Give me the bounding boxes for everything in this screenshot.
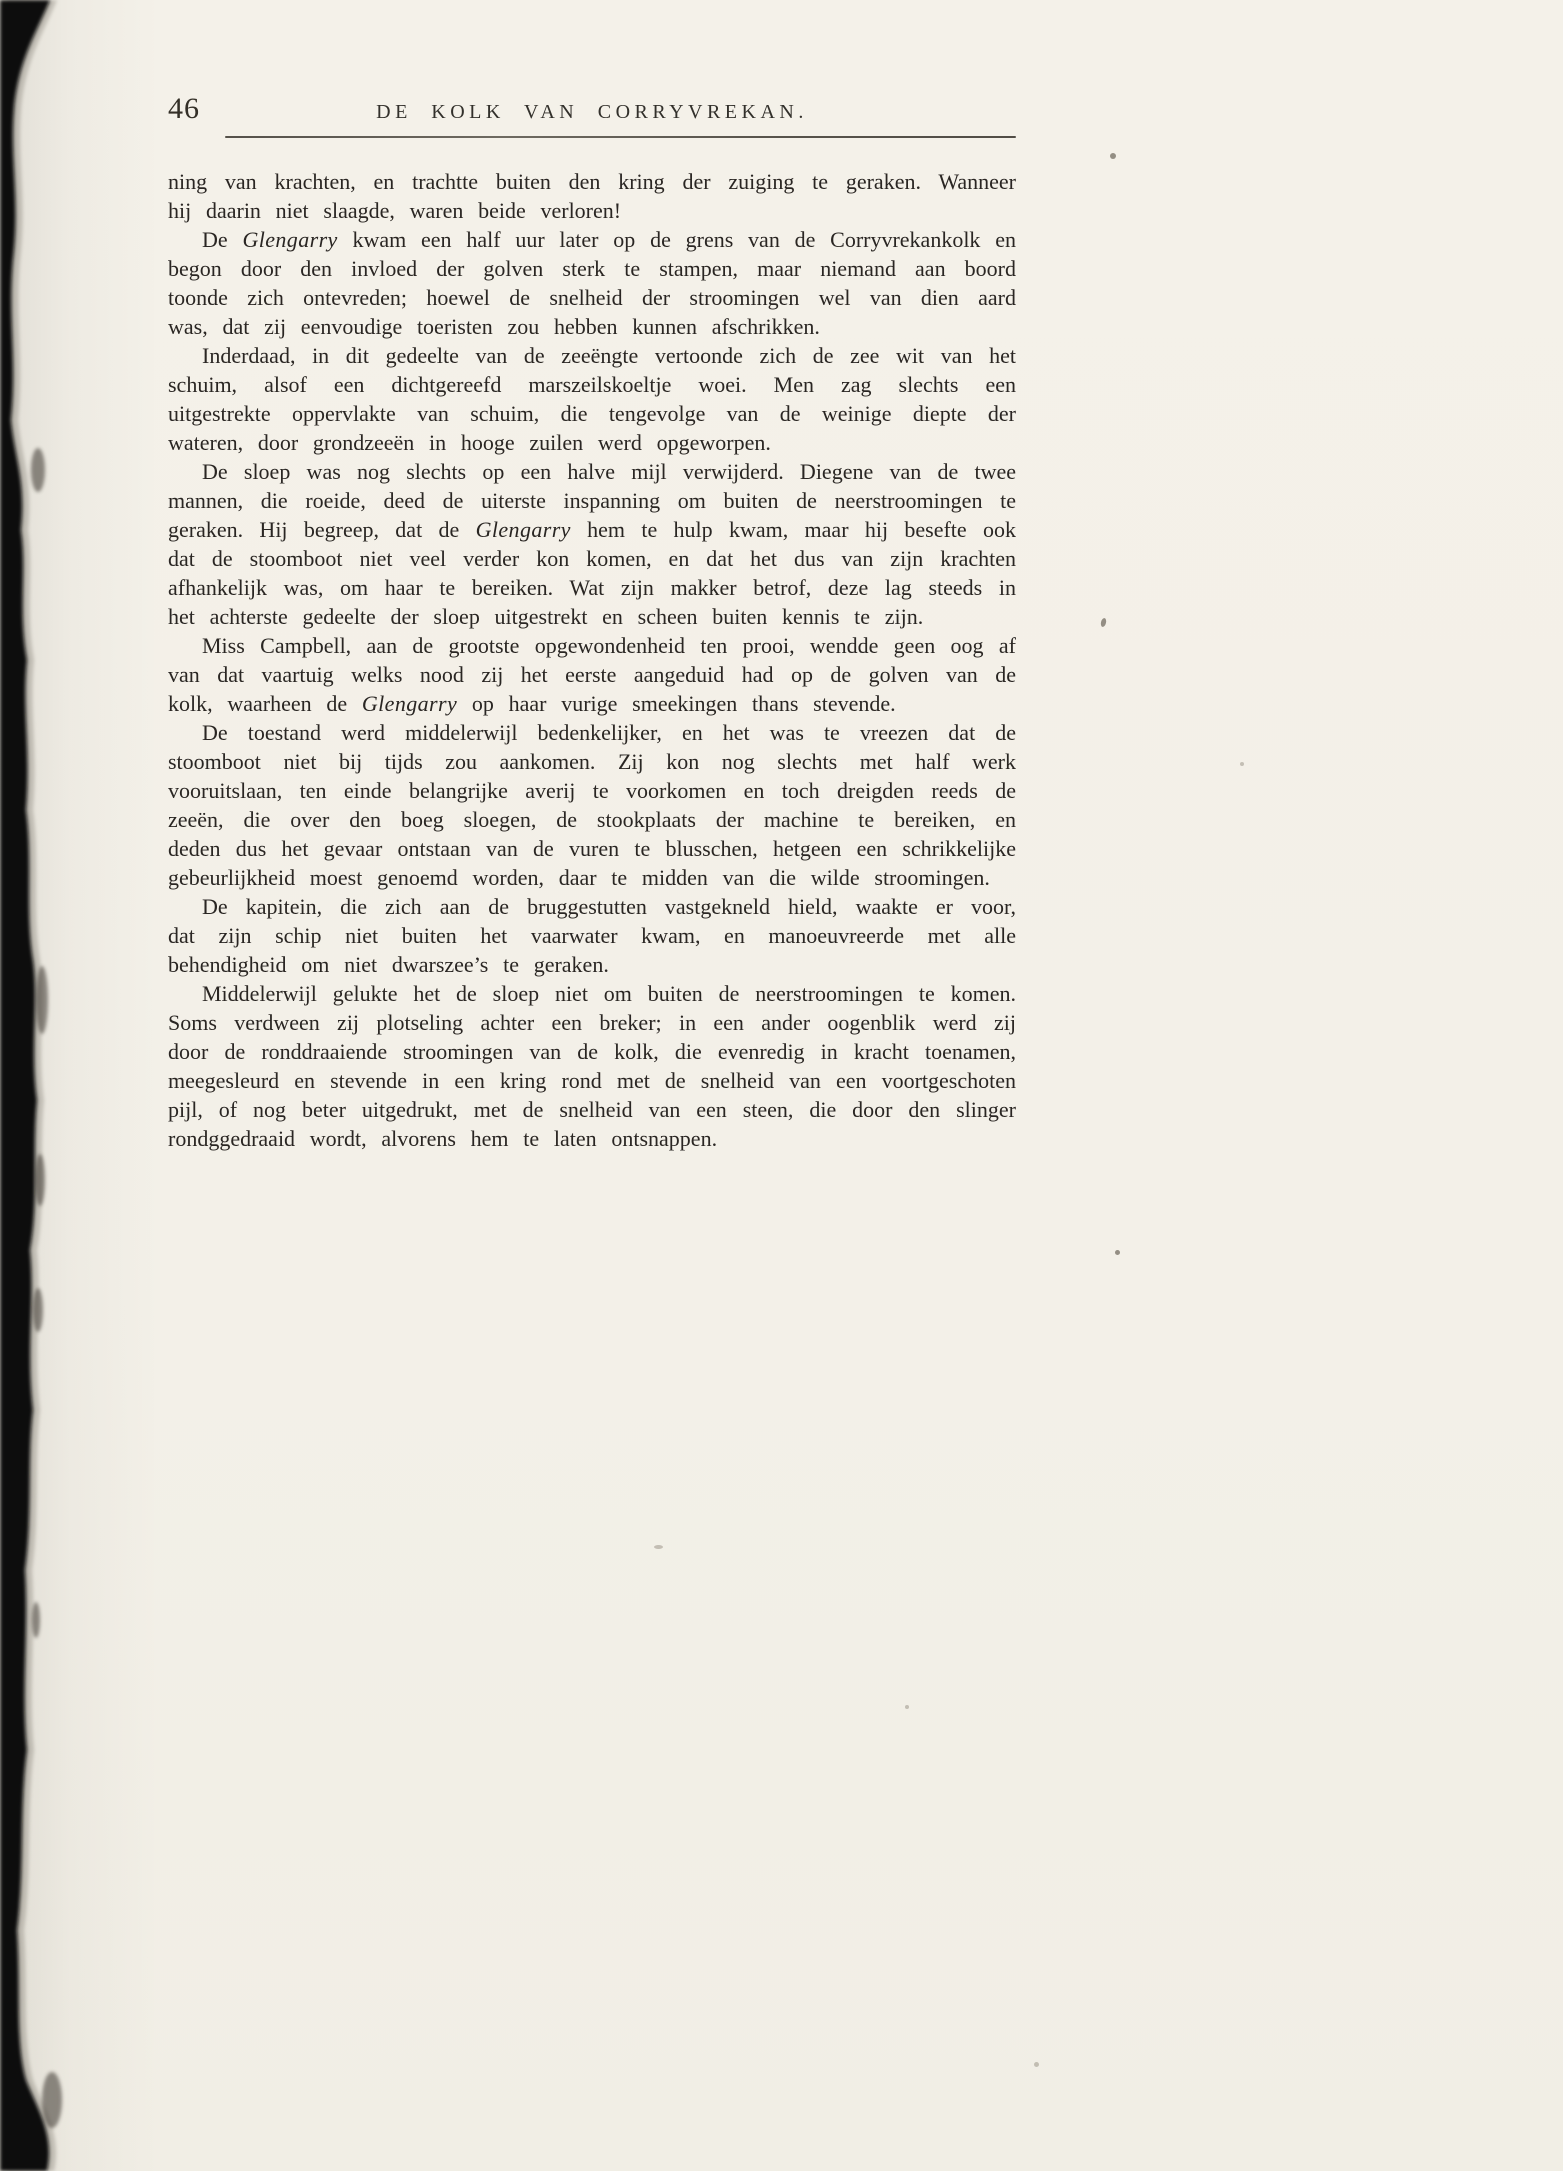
italic-text: Glengarry xyxy=(242,227,338,252)
binding-shadow-band xyxy=(0,0,50,2171)
binding-smudges xyxy=(31,448,62,2128)
text-segment: De kapitein, die zich aan de bruggestutten vastgekneld hield, waakte er voor, dat zijn schip niet buiten het vaarwater kwam, en manoeuvreerde met alle behendigheid om niet dwarszee’s te geraken. xyxy=(168,894,1016,977)
page-number: 46 xyxy=(168,92,200,125)
paper-speck xyxy=(654,1545,663,1549)
text-segment: Inderdaad, in dit gedeelte van de zeeëngte vertoonde zich de zee wit van het schuim, alsof een dichtgereefd marszeilskoeltje woei. Men zag slechts een uitgestrekte oppervlakte van schuim, die tengevolge van de weinige diepte der wateren, door grondzeeën in hooge zuilen werd opgeworpen. xyxy=(168,343,1016,455)
paragraph xyxy=(168,341,1016,457)
text-segment: Middelerwijl gelukte het de sloep niet om buiten de neerstroomingen te komen. Soms verdween zij plotseling achter een breker; in een ander oogenblik werd zij door de ronddraaiende stroomingen van de kolk, die evenredig in kracht toenamen, meegesleurd en stevende in een kring rond met de snelheid van een voortgeschoten pijl, of nog beter uitgedrukt, met de snelheid van een steen, die door den slinger rondggedraaid wordt, alvorens hem te laten ontsnappen. xyxy=(168,981,1016,1151)
paragraph xyxy=(168,718,1016,892)
paper-speck xyxy=(905,1705,909,1709)
italic-text: Glengarry xyxy=(475,517,571,542)
paragraph xyxy=(168,457,1016,631)
paper-speck xyxy=(1110,153,1116,159)
text-segment: De toestand werd middelerwijl bedenkelijker, en het was te vreezen dat de stoomboot niet bij tijds zou aankomen. Zij kon nog slechts met half werk vooruitslaan, ten einde belangrijke averij te voorkomen en toch dreigden reeds de zeeën, die over den boeg sloegen, de stookplaats der machine te bereiken, en deden dus het gevaar ontstaan van de vuren te blusschen, hetgeen een schrikkelijke gebeurlijkheid moest genoemd worden, daar te midden van die wilde stroomingen. xyxy=(168,720,1016,890)
paragraph xyxy=(168,631,1016,718)
running-header: DE KOLK VAN CORRYVREKAN. xyxy=(376,101,808,123)
page-content xyxy=(168,92,1016,1153)
body-text xyxy=(168,167,1016,1153)
paragraph xyxy=(168,979,1016,1153)
paper-speck xyxy=(1100,618,1107,628)
text-segment: hem te hulp kwam, maar hij besefte ook dat de stoomboot niet veel verder kon komen, en dat het dus van zijn krachten afhankelijk was, om haar te bereiken. Wat zijn makker betrof, deze lag steeds in het achterste gedeelte der sloep uitgestrekt en scheen buiten kennis te zijn. xyxy=(168,517,1016,629)
binding-shadow xyxy=(0,0,90,2171)
text-segment: kwam een half uur later op de grens van de Corryvrekankolk en begon door den invloed der golven sterk te stampen, maar niemand aan boord toonde zich ontevreden; hoewel de snelheid der stroomingen wel van dien aard was, dat zij eenvoudige toeristen zou hebben kunnen afschrikken. xyxy=(168,227,1016,339)
paper-speck xyxy=(1034,2062,1039,2067)
text-segment: De xyxy=(202,227,243,252)
text-segment: ning van krachten, en trachtte buiten den kring der zuiging te geraken. Wanneer hij daarin niet slaagde, waren beide verloren! xyxy=(168,169,1016,223)
paper-speck xyxy=(1240,762,1244,766)
page-header xyxy=(168,92,1016,136)
paragraph xyxy=(168,892,1016,979)
paragraph xyxy=(168,225,1016,341)
text-segment: op haar vurige smeekingen thans stevende. xyxy=(457,691,896,716)
paper-speck xyxy=(1115,1250,1120,1255)
text-segment: De sloep was nog slechts op een halve mijl verwijderd. Diegene van de twee mannen, die roeide, deed de uiterste inspanning om buiten de neerstroomingen te geraken. Hij begreep, dat de xyxy=(168,459,1016,542)
italic-text: Glengarry xyxy=(361,691,458,716)
text-segment: Miss Campbell, aan de grootste opgewondenheid ten prooi, wendde geen oog af van dat vaartuig welks nood zij het eerste aangeduid had op de golven van de kolk, waarheen de xyxy=(168,633,1016,716)
header-rule xyxy=(225,136,1016,138)
paragraph xyxy=(168,167,1016,225)
binding-shadow-halo xyxy=(7,0,57,2171)
